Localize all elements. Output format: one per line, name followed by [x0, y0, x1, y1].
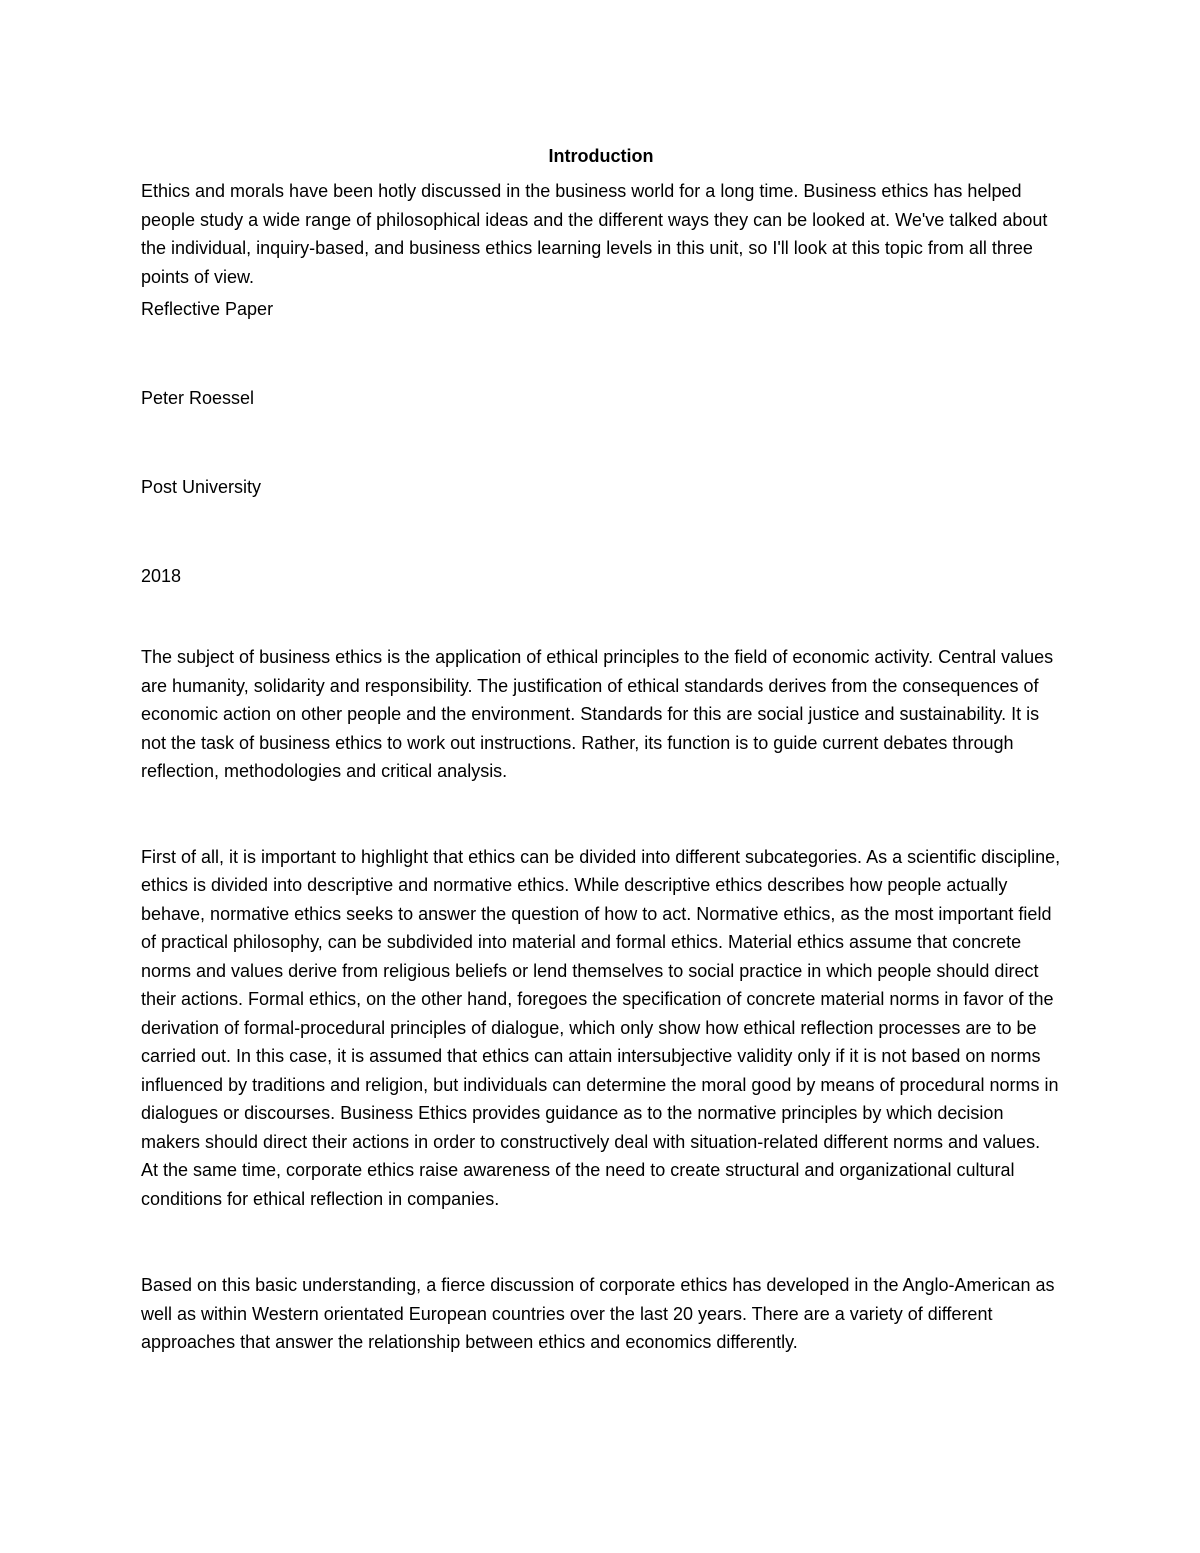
document-body — [141, 142, 1061, 1357]
year: 2018 — [141, 565, 182, 586]
paper-type: Reflective Paper — [141, 299, 274, 319]
university-name: Post University — [141, 477, 262, 497]
body-paragraph: Based on this basic understanding, a fierce discussion of corporate ethics has developed in the Anglo-American as well as within Western orientated European countries over the last 20 years. There are a variety of different approaches that answer the relationship between ethics and economics differently. — [141, 1275, 1055, 1352]
body-paragraph: First of all, it is important to highlight that ethics can be divided into different subcategories. As a scientific discipline, ethics is divided into descriptive and normative ethics. While descriptive ethics describes how people actually behave, normative ethics seeks to answer the question of how to act. Normative ethics, as the most important field of practical philosophy, can be subdivided into material and formal ethics. Material ethics assume that concrete norms and values derive from religious beliefs or lend themselves to social practice in which people should direct their actions. Formal ethics, on the other hand, foregoes the specification of concrete material norms in favor of the derivation of formal-procedural principles of dialogue, which only show how ethical reflection processes are to be carried out. In this case, it is assumed that ethics can attain intersubjective validity only if it is not based on norms influenced by traditions and religion, but individuals can determine the moral good by means of procedural norms in dialogues or discourses. Business Ethics provides guidance as to the normative principles by which decision makers should direct their actions in order to constructively deal with situation-related different norms and values. At the same time, corporate ethics raise awareness of the need to create structural and organizational cultural conditions for ethical reflection in companies. — [141, 846, 1061, 1209]
document-title: Introduction — [548, 146, 654, 166]
intro-paragraph: Ethics and morals have been hotly discussed in the business world for a long time. Business ethics has helped people study a wide range of philosophical ideas and the different ways they can be looked at. We've talked about the individual, inquiry-based, and business ethics learning levels in this unit, so I'll look at this topic from all three points of view. — [141, 181, 1048, 287]
author-name: Peter Roessel — [141, 387, 255, 408]
body-paragraph: The subject of business ethics is the application of ethical principles to the field of economic activity. Central values are humanity, solidarity and responsibility. The justification of ethical standards derives from the consequences of economic action on other people and the environment. Standards for this are social justice and sustainability. It is not the task of business ethics to work out instructions. Rather, its function is to guide current debates through reflection, methodologies and critical analysis. — [141, 647, 1054, 781]
